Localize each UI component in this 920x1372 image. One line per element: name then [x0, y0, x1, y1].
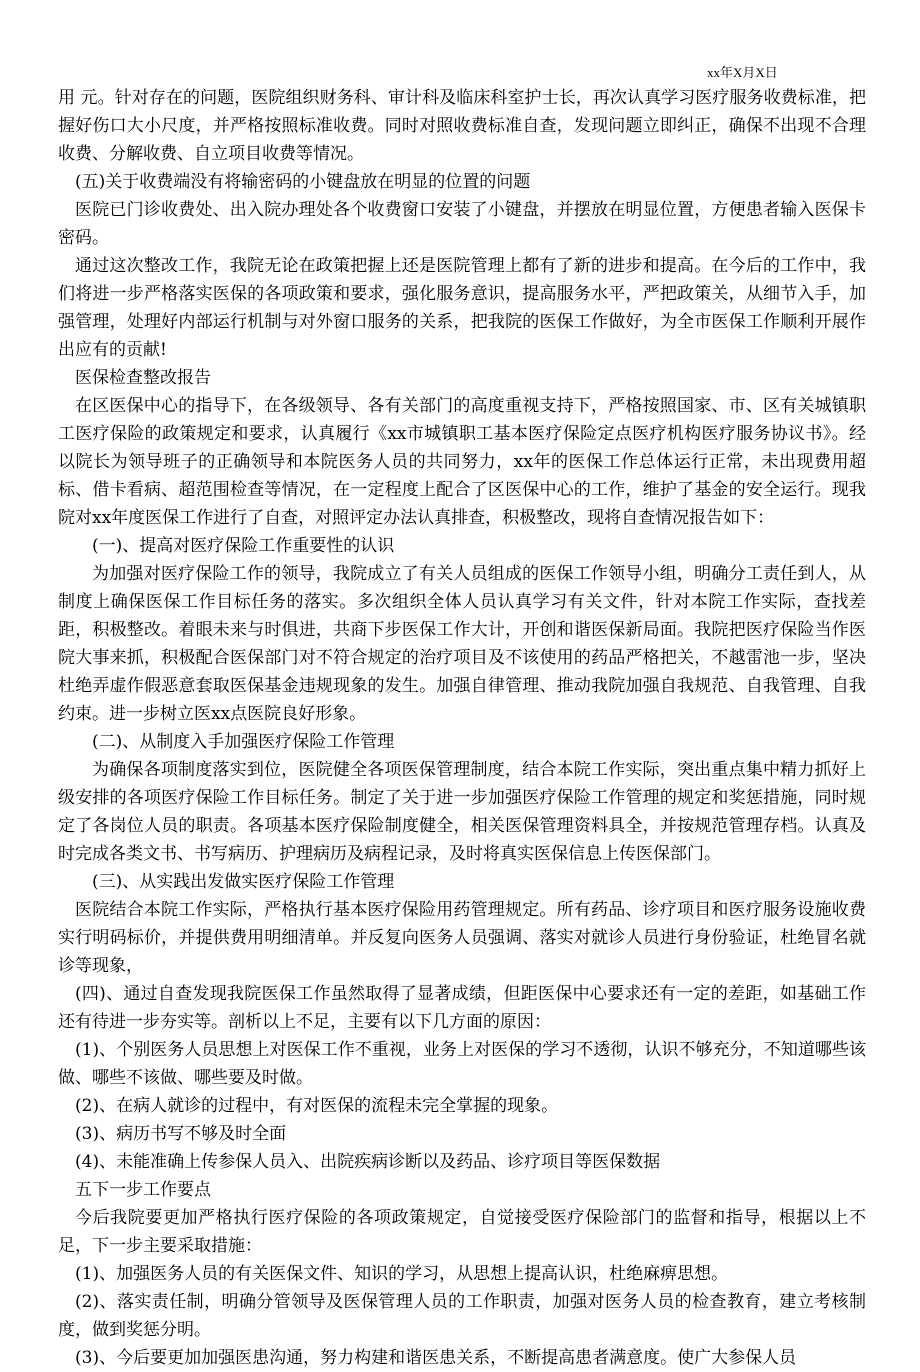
list-item: (2)、在病人就诊的过程中，有对医保的流程未完全掌握的现象。: [75, 1096, 559, 1116]
section-heading: (一)、提高对医疗保险工作重要性的认识: [92, 536, 395, 556]
paragraph: 用 元。针对存在的问题，医院组织财务科、审计科及临床科室护士长，再次认真学习医疗服务收费标准，把握好伤口大小尺度，并严格按照标准收费。同时对照收费标准自查，发现问题立即纠正，确保不出现不合理收费、分解收费、自立项目收费等情况。: [58, 88, 866, 164]
paragraph: 通过这次整改工作，我院无论在政策把握上还是医院管理上都有了新的进步和提高。在今后的工作中，我们将进一步严格落实医保的各项政策和要求，强化服务意识，提高服务水平，严把政策关，从细节入手，加强管理，处理好内部运行机制与对外窗口服务的关系，把我院的医保工作做好，为全市医保工作顺利开展作出应有的贡献!: [58, 256, 866, 360]
list-item: (3)、今后要更加加强医患沟通，努力构建和谐医患关系，不断提高患者满意度。使广大参保人员: [75, 1348, 797, 1368]
paragraph: 今后我院要更加严格执行医疗保险的各项政策规定，自觉接受医疗保险部门的监督和指导，根据以上不足，下一步主要采取措施：: [58, 1208, 866, 1256]
paragraph: 为确保各项制度落实到位，医院健全各项医保管理制度，结合本院工作实际，突出重点集中精力抓好上级安排的各项医疗保险工作目标任务。制定了关于进一步加强医疗保险工作管理的规定和奖惩措施，同时规定了各岗位人员的职责。各项基本医疗保险制度健全，相关医保管理资料具全，并按规范管理存档。认真及时完成各类文书、书写病历、护理病历及病程记录，及时将真实医保信息上传医保部门。: [58, 760, 866, 864]
document-body: [58, 84, 866, 1372]
list-item: (1)、个别医务人员思想上对医保工作不重视，业务上对医保的学习不透彻，认识不够充分，不知道哪些该做、哪些不该做、哪些要及时做。: [58, 1040, 866, 1088]
paragraph: 医院结合本院工作实际，严格执行基本医疗保险用药管理规定。所有药品、诊疗项目和医疗服务设施收费实行明码标价，并提供费用明细清单。并反复向医务人员强调、落实对就诊人员进行身份验证，杜绝冒名就诊等现象，: [58, 900, 866, 976]
list-item: (4)、未能准确上传参保人员入、出院疾病诊断以及药品、诊疗项目等医保数据: [75, 1152, 661, 1172]
paragraph: 为加强对医疗保险工作的领导，我院成立了有关人员组成的医保工作领导小组，明确分工责任到人，从制度上确保医保工作目标任务的落实。多次组织全体人员认真学习有关文件，针对本院工作实际，查找差距，积极整改。着眼未来与时俱进，共商下步医保工作大计，开创和谐医保新局面。我院把医疗保险当作医院大事来抓，积极配合医保部门对不符合规定的治疗项目及不该使用的药品严格把关，不越雷池一步，坚决杜绝弄虚作假恶意套取医保基金违规现象的发生。加强自律管理、推动我院加强自我规范、自我管理、自我约束。进一步树立医xx点医院良好形象。: [58, 564, 866, 724]
paragraph: 医院已门诊收费处、出入院办理处各个收费窗口安装了小键盘，并摆放在明显位置，方便患者输入医保卡密码。: [58, 200, 866, 248]
section-heading: (五)关于收费端没有将输密码的小键盘放在明显的位置的问题: [75, 172, 531, 192]
header-date: xx年X月X日: [707, 65, 778, 80]
list-item: (1)、加强医务人员的有关医保文件、知识的学习，从思想上提高认识，杜绝麻痹思想。: [75, 1264, 729, 1284]
section-heading: (二)、从制度入手加强医疗保险工作管理: [92, 732, 395, 752]
section-heading: (三)、从实践出发做实医疗保险工作管理: [92, 872, 395, 892]
paragraph: (四)、通过自查发现我院医保工作虽然取得了显著成绩，但距医保中心要求还有一定的差距，如基础工作还有待进一步夯实等。剖析以上不足，主要有以下几方面的原因：: [58, 984, 866, 1032]
report-title: 医保检查整改报告: [75, 368, 211, 388]
list-item: (2)、落实责任制，明确分管领导及医保管理人员的工作职责，加强对医务人员的检查教育，建立考核制度，做到奖惩分明。: [58, 1292, 866, 1340]
section-heading: 五下一步工作要点: [75, 1180, 211, 1200]
paragraph: 在区医保中心的指导下，在各级领导、各有关部门的高度重视支持下，严格按照国家、市、区有关城镇职工医疗保险的政策规定和要求，认真履行《xx市城镇职工基本医疗保险定点医疗机构医疗服务协议书》。经以院长为领导班子的正确领导和本院医务人员的共同努力，xx年的医保工作总体运行正常，未出现费用超标、借卡看病、超范围检查等情况，在一定程度上配合了区医保中心的工作，维护了基金的安全运行。现我院对xx年度医保工作进行了自查，对照评定办法认真排查，积极整改，现将自查情况报告如下：: [58, 396, 866, 528]
list-item: (3)、病历书写不够及时全面: [75, 1124, 287, 1144]
